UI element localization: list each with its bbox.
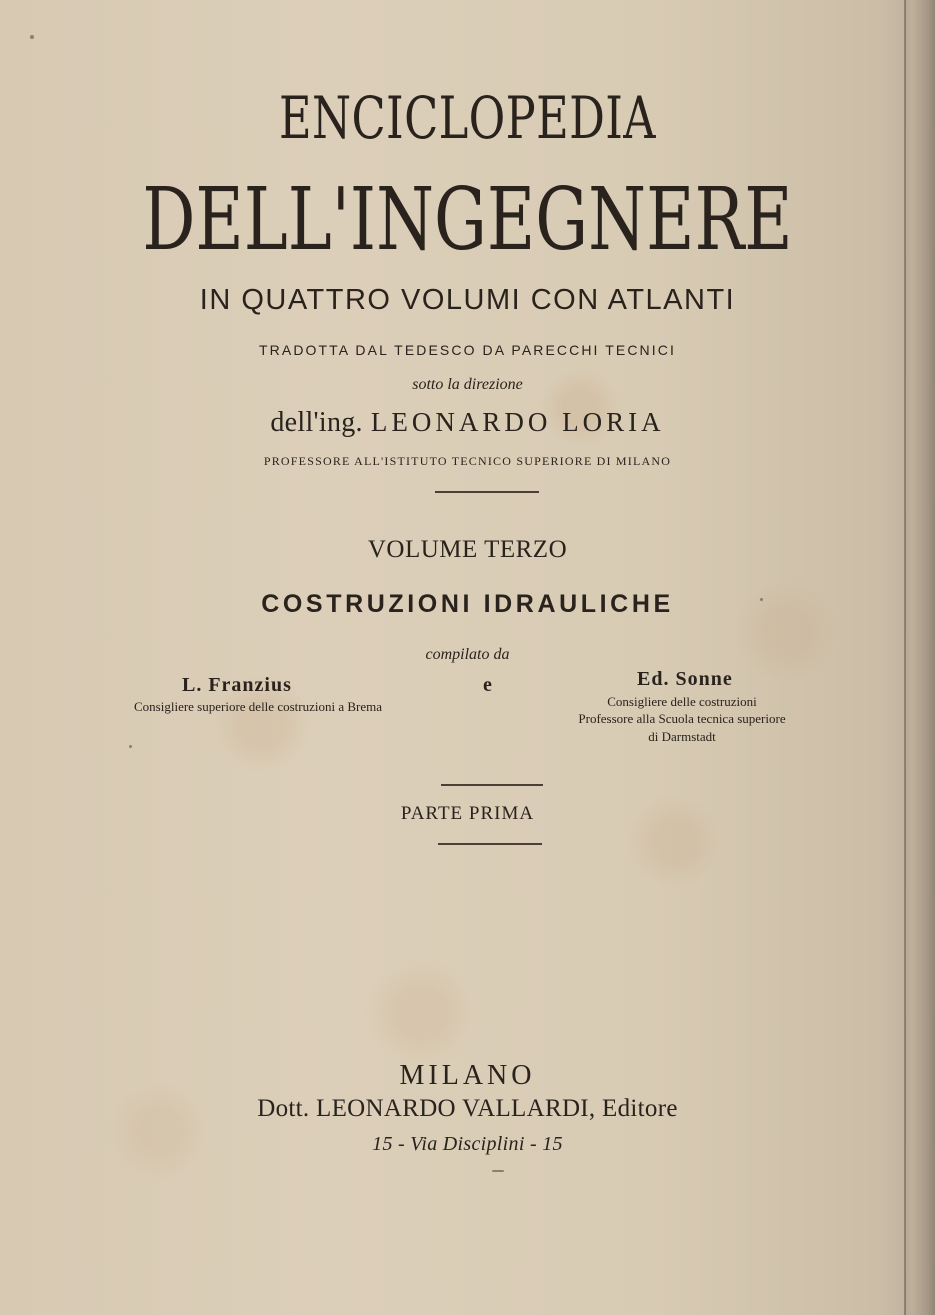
publisher: Dott. LEONARDO VALLARDI, Editore [257,1095,678,1122]
right-author-role-line-3: di Darmstadt [648,729,716,744]
divider-bottom [438,843,542,845]
part-title: PARTE PRIMA [400,803,535,824]
left-author-role: Consigliere superiore delle costruzioni a Brema [134,699,383,714]
right-author-name: Ed. Sonne [637,668,733,690]
publisher-address: 15 - Via Disciplini - 15 [372,1133,563,1155]
series-title: ENCICLOPEDIA [279,84,656,152]
paper-speck [129,745,132,748]
right-author-role-line-2: Professore alla Scuola tecnica superiore [578,711,786,726]
divider-middle [441,784,543,786]
publication-city: MILANO [399,1060,536,1091]
left-author-name: L. Franzius [182,674,292,696]
editor-affiliation: PROFESSORE ALL'ISTITUTO TECNICO SUPERIORE DI MILANO [263,454,672,468]
direction-note: sotto la direzione [412,376,523,393]
volume-title: VOLUME TERZO [367,536,568,563]
translation-note: TRADOTTA DAL TEDESCO DA PARECCHI TECNICI [259,342,676,358]
editor-name: LEONARDO LORIA [370,407,665,437]
volume-subject: COSTRUZIONI IDRAULICHE [261,590,674,618]
main-title: DELL'INGEGNERE [142,170,793,270]
editor-line [0,403,935,439]
divider-top [435,491,539,493]
author-conjunction: e [483,674,492,696]
paper-speck [760,598,763,601]
compiled-by: compilato da [425,646,510,663]
paper-speck [492,1170,504,1172]
subtitle: IN QUATTRO VOLUMI CON ATLANTI [199,284,736,316]
editor-prefix: dell'ing. [270,407,363,438]
right-author-role-line-1: Consigliere delle costruzioni [607,694,757,709]
paper-speck [30,35,34,39]
